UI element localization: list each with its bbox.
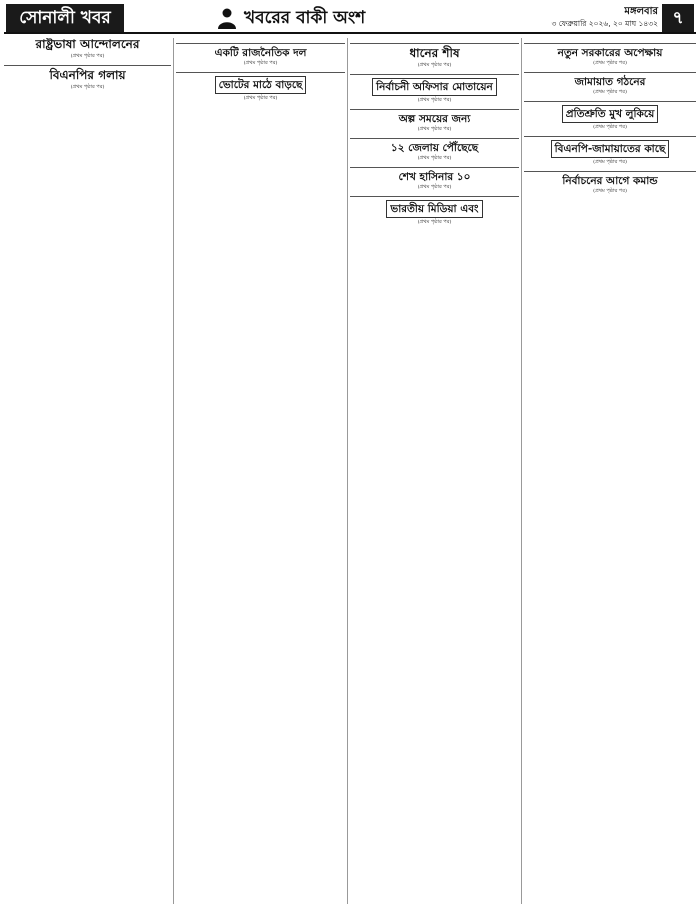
story-sheikh-hasina: [350, 167, 519, 191]
story-notun-shorkar: [524, 43, 696, 67]
person-silhouette-icon: [216, 7, 238, 29]
headline: নির্বাচনের আগে কমান্ড: [562, 175, 658, 188]
jump-line: (প্রথম পৃষ্ঠার পর): [417, 61, 452, 68]
column-2: [176, 38, 345, 906]
column-divider: [173, 38, 174, 904]
headline: নতুন সরকারের অপেক্ষায়: [557, 47, 663, 59]
column-1: [4, 38, 171, 906]
headline: একটি রাজনৈতিক দল: [214, 47, 307, 59]
headline: অল্প সময়ের জন্য: [398, 112, 471, 125]
newspaper-title: সোনালী খবর: [6, 4, 124, 32]
headline: ১২ জেলায় পৌঁছেছে: [390, 141, 479, 154]
story-rashtrabhasha: [4, 38, 171, 60]
jump-line: (প্রথম পৃষ্ঠার পর): [593, 89, 627, 96]
jump-line: (প্রথম পৃষ্ঠার পর): [417, 184, 452, 191]
jump-line: (প্রথম পৃষ্ঠার পর): [417, 125, 452, 132]
headline: রাষ্ট্রভাষা আন্দোলনের: [35, 38, 140, 51]
story-bnp-galay: [4, 65, 171, 91]
story-olpo-shomoy: [350, 109, 519, 133]
headline: ভোটের মাঠে বাড়ছে: [215, 76, 307, 94]
jump-line: (প্রথম পৃষ্ঠার পর): [417, 154, 452, 161]
story-bharotio-media: [350, 196, 519, 226]
headline: ভারতীয় মিডিয়া এবং: [386, 200, 482, 218]
column-divider: [521, 38, 522, 904]
story-shoshostro: [524, 101, 696, 131]
story-dhaner-shish: [350, 43, 519, 69]
jump-line: (প্রথম পৃষ্ঠার পর): [243, 95, 278, 102]
jump-line: (প্রথম পৃষ্ঠার পর): [70, 52, 105, 59]
jump-line: (প্রথম পৃষ্ঠার পর): [593, 188, 627, 195]
story-votes-mathe: [176, 72, 345, 102]
edition-info: [532, 6, 658, 30]
story-baro-jelay: [350, 138, 519, 162]
headline: বিএনপির গলায়: [49, 67, 126, 82]
story-nirbachon-officer: [350, 74, 519, 104]
jump-line: (প্রথম পৃষ্ঠার পর): [593, 60, 627, 67]
column-3: [350, 38, 519, 906]
jump-line: (প্রথম পৃষ্ঠার পর): [417, 96, 452, 103]
column-4: [524, 38, 696, 906]
jump-line: (প্রথম পৃষ্ঠার পর): [243, 60, 278, 67]
headline: জামায়াত গঠনের: [574, 76, 646, 89]
headline: শেখ হাসিনার ১০: [398, 170, 471, 183]
masthead: [4, 4, 696, 34]
section-banner: [216, 4, 516, 32]
jump-line: (প্রথম পৃষ্ঠার পর): [417, 219, 452, 226]
headline: নির্বাচনী অফিসার মোতায়েন: [372, 78, 497, 96]
story-ekti-rajnoitik: [176, 43, 345, 67]
edition-day: মঙ্গলবার: [624, 6, 658, 17]
column-divider: [347, 38, 348, 904]
jump-line: (প্রথম পৃষ্ঠার পর): [593, 124, 627, 131]
headline: প্রতিশ্রুতি মুখ লুকিয়ে: [562, 105, 659, 123]
story-bnp-jamayat: [524, 136, 696, 166]
jump-line: (প্রথম পৃষ্ঠার পর): [593, 159, 627, 166]
story-jamayat-gothon: [524, 72, 696, 96]
story-nirbachoner-age: [524, 171, 696, 195]
page-number: ৭: [662, 4, 694, 32]
headline: ধানের শীষ: [409, 46, 460, 60]
headline: বিএনপি-জামায়াতের কাছে: [551, 140, 670, 158]
section-title: খবরের বাকী অংশ: [244, 8, 366, 28]
jump-line: (প্রথম পৃষ্ঠার পর): [70, 83, 105, 90]
edition-date: ৩ ফেব্রুয়ারি ২০২৬, ২০ মাঘ ১৪৩২: [551, 19, 658, 28]
